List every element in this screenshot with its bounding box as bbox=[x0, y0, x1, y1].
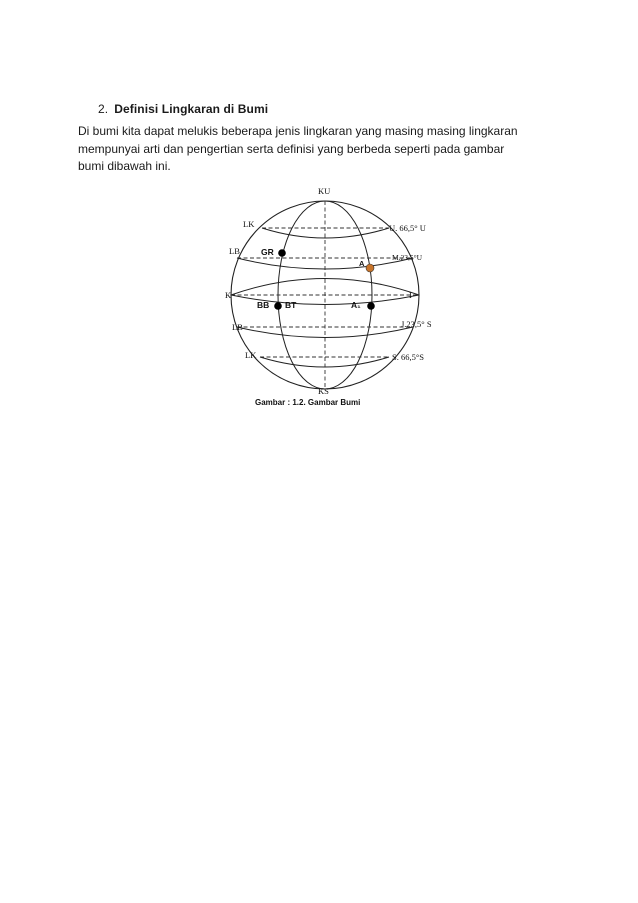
west-label: K bbox=[225, 290, 232, 300]
paragraph-line: mempunyai arti dan pengertian serta definisi yang berbeda seperti pada gambar bbox=[78, 141, 505, 156]
section-heading bbox=[98, 102, 268, 116]
south-pole-label: KS bbox=[318, 386, 329, 396]
tropic-south-label: J.23,5° S bbox=[401, 319, 432, 329]
point-bb-label: BB bbox=[257, 300, 270, 310]
section-number: 2. bbox=[98, 102, 109, 116]
east-label: I bbox=[409, 290, 412, 300]
point-gr-label: GR bbox=[261, 247, 274, 257]
section-title: Definisi Lingkaran di Bumi bbox=[114, 102, 269, 116]
figure-caption: Gambar : 1.2. Gambar Bumi bbox=[255, 398, 361, 407]
point-bt-label: BT bbox=[285, 300, 297, 310]
lb-bottom-label: LB bbox=[232, 322, 243, 332]
tropic-north-label: M.23,5°U bbox=[392, 253, 423, 262]
arctic-arc bbox=[262, 228, 389, 238]
intro-paragraph bbox=[78, 123, 578, 176]
point-a1-dot bbox=[367, 302, 375, 310]
point-a-label: A bbox=[359, 259, 365, 268]
point-gr-dot bbox=[278, 249, 286, 257]
lk-top-label: LK bbox=[243, 219, 255, 229]
paragraph-line: bumi dibawah ini. bbox=[78, 159, 171, 173]
antarctic-arc bbox=[260, 357, 389, 367]
point-a1-label: A₁ bbox=[351, 300, 361, 310]
antarctic-label: S. 66,5°S bbox=[392, 352, 424, 362]
arctic-label: U. 66,5° U bbox=[389, 223, 426, 233]
lk-bottom-label: LK bbox=[245, 350, 257, 360]
earth-diagram bbox=[218, 180, 458, 408]
point-a-dot bbox=[366, 264, 374, 272]
north-pole-label: KU bbox=[318, 186, 331, 196]
lb-top-label: LB bbox=[229, 246, 240, 256]
paragraph-line: Di bumi kita dapat melukis beberapa jenis lingkaran yang masing masing lingkaran bbox=[78, 124, 518, 138]
earth-circles-figure bbox=[218, 180, 458, 408]
point-bb-dot bbox=[274, 302, 282, 310]
